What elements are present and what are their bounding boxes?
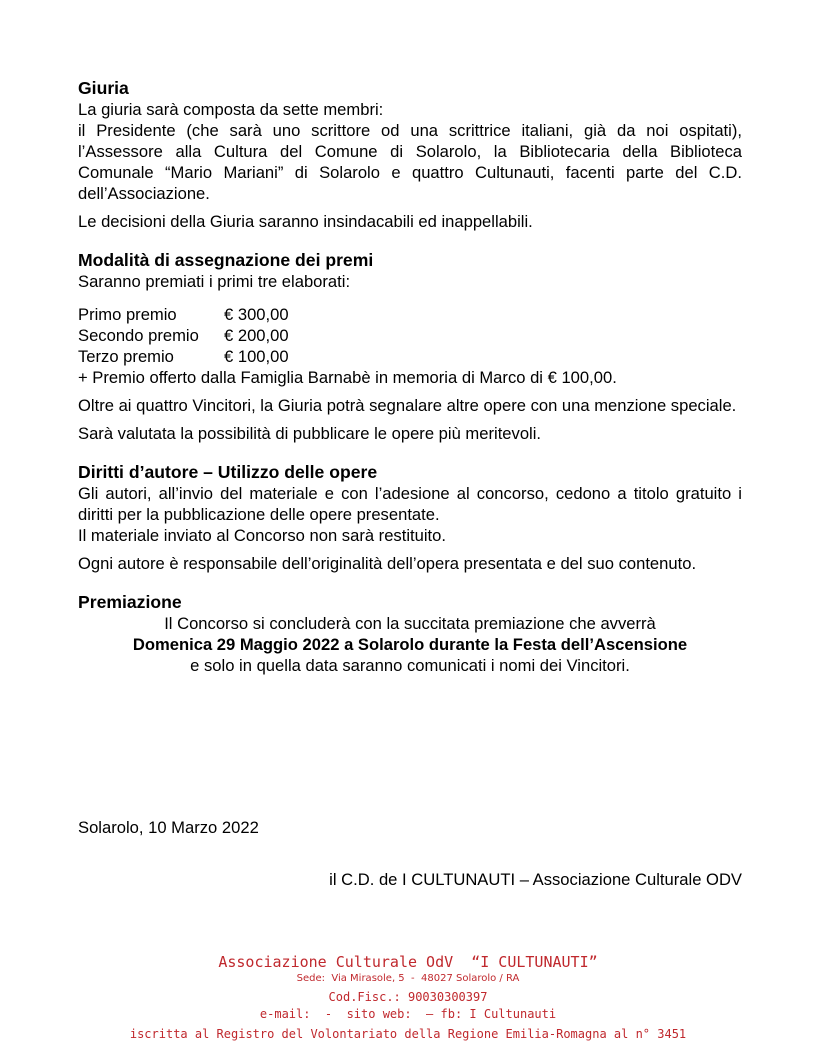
special-mention: Oltre ai quattro Vincitori, la Giuria potrà segnalare altre opere con una menzione speciale. (78, 396, 737, 415)
prize-label: Secondo premio (78, 326, 199, 345)
premi-intro: Saranno premiati i primi tre elaborati: (78, 272, 351, 291)
footer-registry: iscritta al Registro del Volontariato della Regione Emilia-Romagna al n° 3451 (129, 1027, 687, 1041)
prize-amount: € 100,00 (224, 347, 289, 366)
diritti-p1: Gli autori, all’invio del materiale e con l’adesione al concorso, cedono a titolo gratuito i diritti per la pubblicazione delle opere presentate. (78, 484, 742, 524)
prize-row (78, 304, 742, 325)
section-giuria (78, 78, 742, 232)
premi-heading: Modalità di assegnazione dei premi (78, 250, 374, 270)
prize-row (78, 325, 742, 346)
premiazione-line3: e solo in quella data saranno comunicati i nomi dei Vincitori. (190, 656, 630, 675)
section-premiazione (78, 592, 742, 676)
footer-contacts: e-mail: - sito web: – fb: I Cultunauti (259, 1007, 557, 1021)
footer-codfisc: Cod.Fisc.: 90030300397 (328, 990, 488, 1004)
diritti-p3: Ogni autore è responsabile dell’originalità dell’opera presentata e del suo contenuto. (78, 554, 697, 573)
place-date: Solarolo, 10 Marzo 2022 (78, 818, 259, 837)
prize-amount: € 200,00 (224, 326, 289, 345)
prize-label: Terzo premio (78, 347, 174, 366)
prize-label: Primo premio (78, 305, 177, 324)
publication-note: Sarà valutata la possibilità di pubblicare le opere più meritevoli. (78, 424, 542, 443)
footer (0, 952, 816, 1043)
giuria-decisions: Le decisioni della Giuria saranno insindacabili ed inappellabili. (78, 212, 533, 231)
premiazione-line1: Il Concorso si concluderà con la succitata premiazione che avverrà (164, 614, 656, 633)
giuria-members: il Presidente (che sarà uno scrittore od una scrittrice italiani, già da noi ospitati), l’Assessore alla Cultura del Comune di Solarolo, la Bibliotecaria della Biblioteca Comunale “Mario Mariani” di Solarolo e quattro Cultunauti, facenti parte del C.D. dell’Associazione. (78, 121, 742, 203)
diritti-p2: Il materiale inviato al Concorso non sarà restituito. (78, 526, 447, 545)
section-premi (78, 250, 742, 444)
footer-address: Sede: Via Mirasole, 5 - 48027 Solarolo / RA (296, 973, 520, 984)
premiazione-heading: Premiazione (78, 592, 182, 612)
section-diritti (78, 462, 742, 574)
document-body (78, 78, 742, 676)
signature: il C.D. de I CULTUNAUTI – Associazione Culturale ODV (329, 870, 742, 889)
giuria-intro: La giuria sarà composta da sette membri: (78, 100, 384, 119)
prize-amount: € 300,00 (224, 305, 289, 324)
giuria-heading: Giuria (78, 78, 129, 98)
prize-row (78, 346, 742, 367)
diritti-heading: Diritti d’autore – Utilizzo delle opere (78, 462, 378, 482)
footer-association-name: Associazione Culturale OdV “I CULTUNAUTI” (218, 953, 598, 971)
prize-table (78, 304, 742, 388)
premiazione-date: Domenica 29 Maggio 2022 a Solarolo durante la Festa dell’Ascensione (132, 635, 688, 654)
extra-prize: + Premio offerto dalla Famiglia Barnabè in memoria di Marco di € 100,00. (78, 368, 617, 387)
